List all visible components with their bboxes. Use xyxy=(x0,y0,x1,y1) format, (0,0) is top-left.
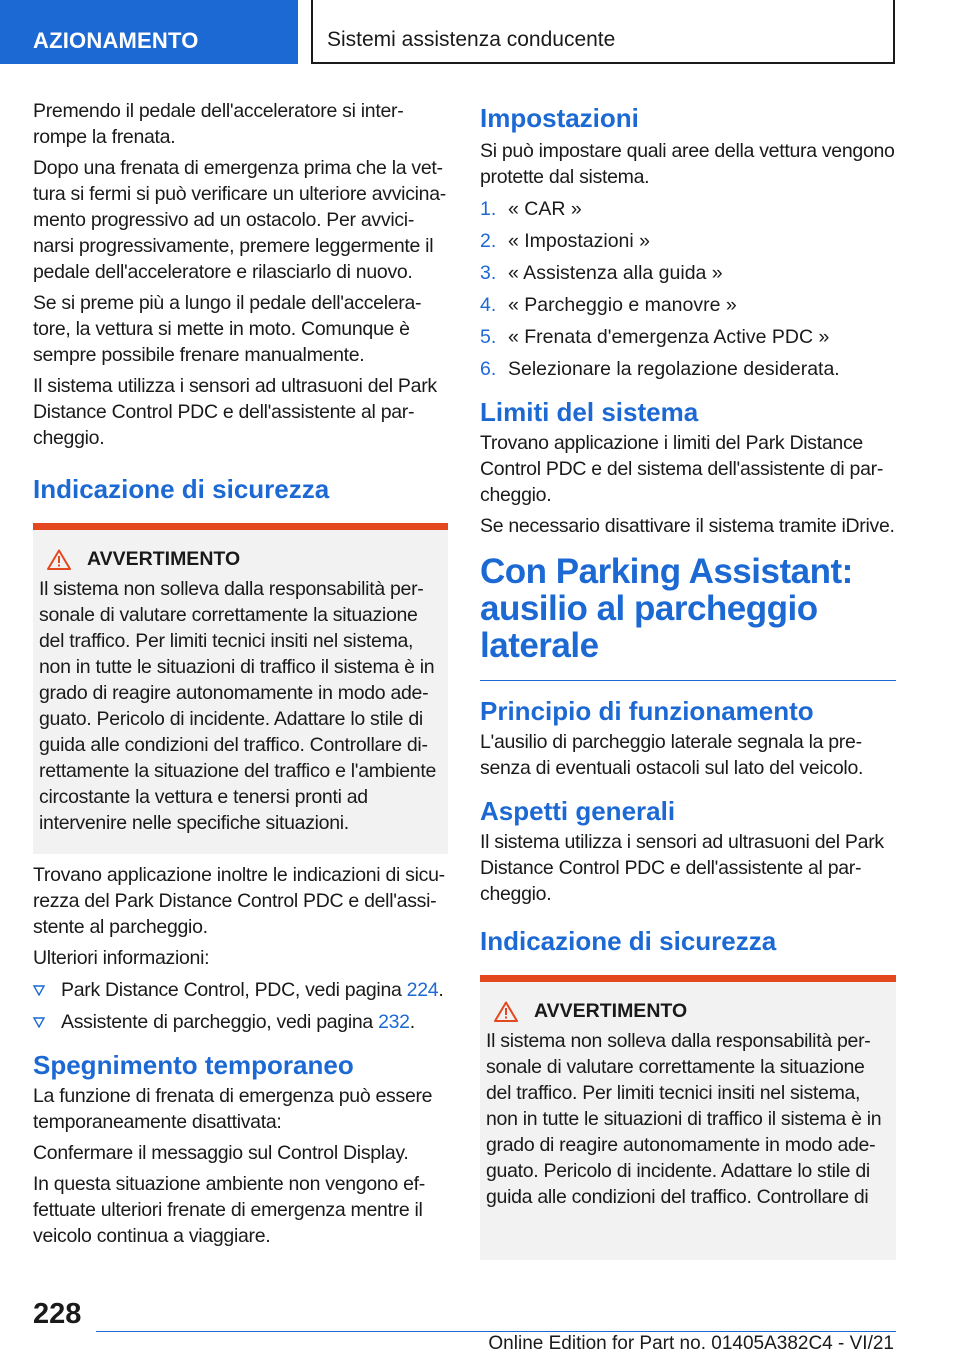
warning-body xyxy=(33,530,448,854)
paragraph: Trovano applicazione inoltre le indicazioni di sicurezza del Park Distance Control PDC e dell'assistente al parcheggio. xyxy=(33,864,446,938)
settings-steps xyxy=(480,196,896,382)
safety-heading: Indicazione di sicurezza xyxy=(480,926,777,956)
list-item xyxy=(480,228,896,254)
paragraph: Ulteriori informazioni: xyxy=(33,947,210,969)
disable-heading: Spegnimento temporaneo xyxy=(33,1050,354,1080)
section-main-heading: Con Parking Assistant: ausilio al parcheggio laterale xyxy=(480,552,853,665)
paragraph: La funzione di frenata di emergenza può essere temporaneamente disattivata: xyxy=(33,1085,433,1133)
warning-bar xyxy=(480,975,896,982)
edition-note: Online Edition for Part no. 01405A382C4 - VI/21 xyxy=(488,1333,894,1354)
reference-list xyxy=(33,977,448,1035)
triangle-bullet-icon xyxy=(33,977,61,1003)
step-number: 6. xyxy=(480,358,497,380)
footer-divider xyxy=(96,1331,896,1332)
paragraph: Si può impostare quali aree della vettura vengono protette dal sistema. xyxy=(480,140,895,188)
paragraph: Se si preme più a lungo il pedale dell'acceleratore, la vettura si mette in moto. Comunque è sempre possibile frenare manualmente. xyxy=(33,292,422,366)
list-item xyxy=(480,324,896,350)
warning-text: Il sistema non solleva dalla responsabilità personale di valutare correttamente la situazione del traffico. Per limiti tecnici insiti nel sistema, non in tutte le situazioni di traffico il sistema è in grado di reagire autonomamente in modo adeguato. Pericolo di incidente. Adattare lo stile di guida alle condizioni del traffico. Controllare di xyxy=(486,1030,882,1208)
principle-heading: Principio di funzionamento xyxy=(480,696,814,726)
paragraph: Premendo il pedale dell'acceleratore si interrompe la frenata. xyxy=(33,100,404,148)
general-heading: Aspetti generali xyxy=(480,796,676,826)
list-item xyxy=(480,292,896,318)
list-item xyxy=(480,260,896,286)
step-number: 2. xyxy=(480,230,497,252)
step-text: « Impostazioni » xyxy=(508,230,650,252)
warning-box xyxy=(33,523,448,854)
step-text: « Parcheggio e manovre » xyxy=(508,294,737,316)
list-item xyxy=(480,196,896,222)
reference-text: Park Distance Control, PDC, vedi pagina xyxy=(61,979,407,1001)
paragraph: In questa situazione ambiente non vengono effettuate ulteriori frenate di emergenza mentre il veicolo continua a viaggiare. xyxy=(33,1173,426,1247)
warning-title xyxy=(486,1000,890,1023)
step-text: « Assistenza alla guida » xyxy=(508,262,723,284)
warning-triangle-icon xyxy=(47,549,71,570)
warning-title-text: AVVERTIMENTO xyxy=(87,548,241,570)
paragraph: Dopo una frenata di emergenza prima che la vettura si fermi si può verificare un ulteriore avvicinamento progressivo ad un ostacolo. Per avvicinarsi progressivamente, premere leggermente il pedale dell'acceleratore e rilasciarlo di nuovo. xyxy=(33,157,447,283)
warning-title-text: AVVERTIMENTO xyxy=(534,1000,688,1022)
step-number: 3. xyxy=(480,262,497,284)
step-text: « CAR » xyxy=(508,198,582,220)
paragraph: L'ausilio di parcheggio laterale segnala la presenza di eventuali ostacoli sul lato del veicolo. xyxy=(480,731,864,779)
right-column xyxy=(480,102,896,1268)
warning-title xyxy=(39,548,442,571)
paragraph: Il sistema utilizza i sensori ad ultrasuoni del Park Distance Control PDC e dell'assistente al parcheggio. xyxy=(33,375,437,449)
warning-triangle-icon xyxy=(494,1001,518,1022)
list-item xyxy=(480,356,896,382)
warning-box xyxy=(480,975,896,1260)
list-item: Assistente di parcheggio, vedi pagina 232. xyxy=(33,1009,448,1035)
step-number: 5. xyxy=(480,326,497,348)
page-link[interactable]: 232 xyxy=(378,1011,410,1033)
warning-body xyxy=(480,982,896,1260)
chapter-title: Sistemi assistenza conducente xyxy=(311,0,895,64)
section-tab: AZIONAMENTO xyxy=(0,0,298,64)
page-link[interactable]: 224 xyxy=(406,979,439,1001)
list-item: Park Distance Control, PDC, vedi pagina 224. xyxy=(33,977,448,1003)
step-number: 1. xyxy=(480,198,497,220)
limits-heading: Limiti del sistema xyxy=(480,397,699,427)
paragraph: Il sistema utilizza i sensori ad ultrasuoni del Park Distance Control PDC e dell'assistente al parcheggio. xyxy=(480,831,884,905)
settings-heading: Impostazioni xyxy=(480,103,639,133)
safety-heading: Indicazione di sicurezza xyxy=(33,474,330,504)
triangle-bullet-icon xyxy=(33,1009,61,1035)
paragraph: Se necessario disattivare il sistema tramite iDrive. xyxy=(480,515,895,537)
left-column xyxy=(33,98,448,1254)
page-number: 228 xyxy=(33,1298,82,1330)
warning-bar xyxy=(33,523,448,530)
step-number: 4. xyxy=(480,294,497,316)
heading-divider xyxy=(480,680,896,681)
reference-text: Assistente di parcheggio, vedi pagina xyxy=(61,1011,379,1033)
paragraph: Confermare il messaggio sul Control Display. xyxy=(33,1142,409,1164)
step-text: « Frenata d'emergenza Active PDC » xyxy=(508,326,830,348)
warning-text: Il sistema non solleva dalla responsabilità personale di valutare correttamente la situazione del traffico. Per limiti tecnici insiti nel sistema, non in tutte le situazioni di traffico il sistema è in grado di reagire autonomamente in modo adeguato. Pericolo di incidente. Adattare lo stile di guida alle condizioni del traffico. Controllare direttamente la situazione del traffico e l'ambiente circostante la vettura e tenersi pronti ad intervenire nelle specifiche situazioni. xyxy=(39,578,437,834)
step-text: Selezionare la regolazione desiderata. xyxy=(508,358,840,380)
paragraph: Trovano applicazione i limiti del Park Distance Control PDC e del sistema dell'assistente di parcheggio. xyxy=(480,432,884,506)
